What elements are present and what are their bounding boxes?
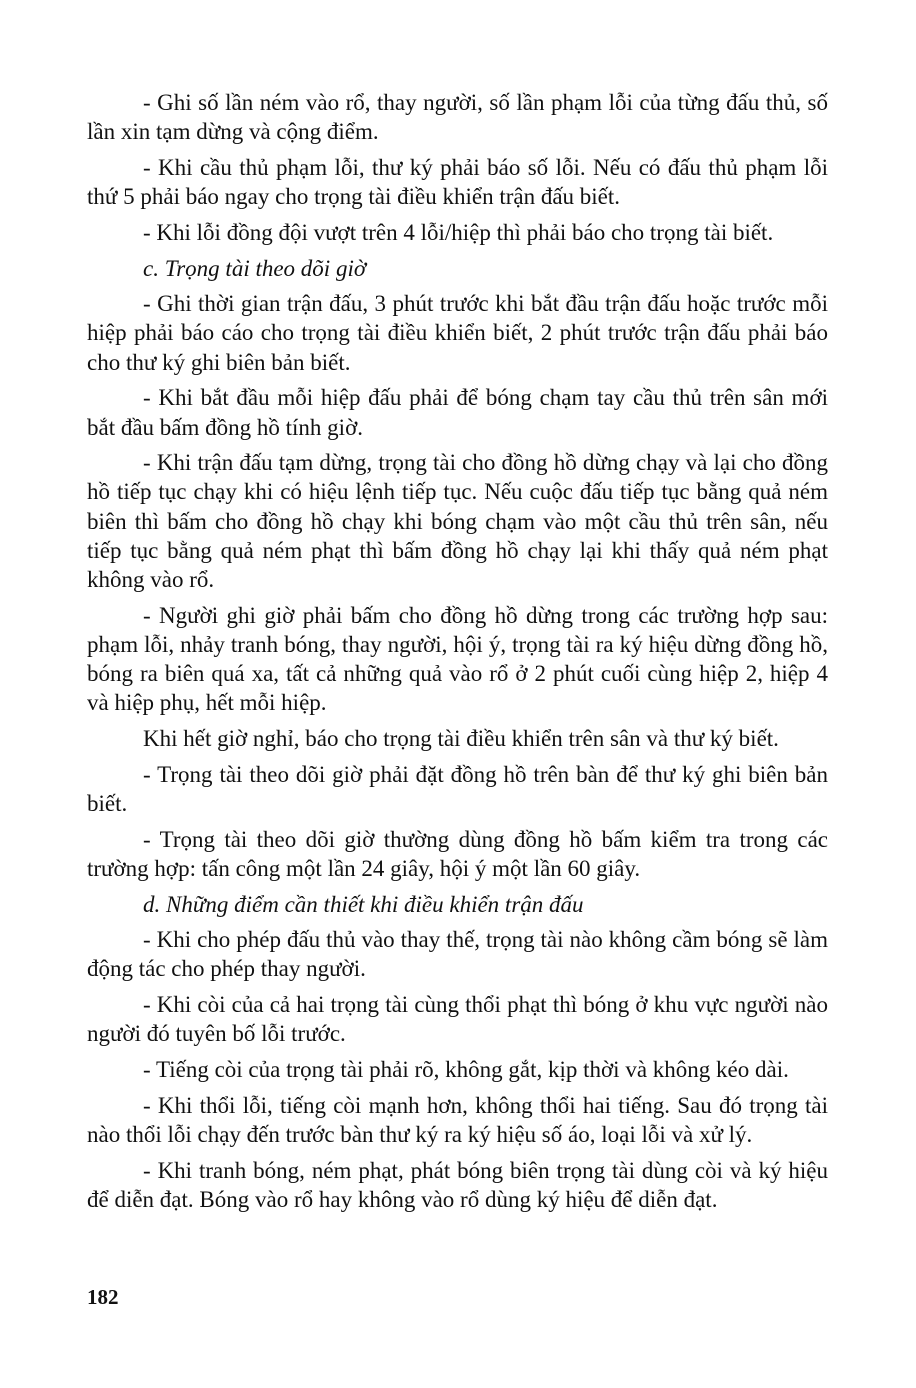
paragraph: - Tiếng còi của trọng tài phải rõ, không gắt, kịp thời và không kéo dài. — [143, 1057, 789, 1083]
paragraph: - Khi cầu thủ phạm lỗi, thư ký phải báo số lỗi. Nếu có đấu thủ phạm lỗi thứ 5 phải báo ngay cho trọng tài điều khiển trận đấu biết. — [87, 154, 828, 210]
paragraph: - Khi cho phép đấu thủ vào thay thế, trọng tài nào không cầm bóng sẽ làm động tác cho phép thay người. — [87, 927, 828, 982]
paragraph: - Ghi số lần ném vào rổ, thay người, số lần phạm lỗi của từng đấu thủ, số lần xin tạm dừng và cộng điểm. — [87, 90, 828, 145]
paragraph: - Khi lỗi đồng đội vượt trên 4 lỗi/hiệp thì phải báo cho trọng tài biết. — [143, 219, 774, 245]
paragraph: - Khi còi của cả hai trọng tài cùng thổi phạt thì bóng ở khu vực người nào người đó tuyên bố lỗi trước. — [87, 992, 828, 1047]
paragraph: - Ghi thời gian trận đấu, 3 phút trước khi bắt đầu trận đấu hoặc trước mỗi hiệp phải báo cáo cho trọng tài điều khiển biết, 2 phút trước trận đấu phải báo cho thư ký ghi biên bản biết. — [87, 291, 828, 375]
paragraph: - Trọng tài theo dõi giờ thường dùng đồng hồ bấm kiểm tra trong các trường hợp: tấn công một lần 24 giây, hội ý một lần 60 giây. — [87, 826, 828, 881]
paragraph: - Khi trận đấu tạm dừng, trọng tài cho đồng hồ dừng chạy và lại cho đồng hồ tiếp tục chạy khi có hiệu lệnh tiếp tục. Nếu cuộc đấu tiếp tục bằng quả ném biên thì bấm cho đồng hồ chạy khi bóng chạm vào một cầu thủ trên sân, nếu tiếp tục bằng quả ném phạt thì bấm đồng hồ chạy lại khi thấy quả ném phạt không vào rổ. — [87, 450, 828, 593]
paragraph: Khi hết giờ nghỉ, báo cho trọng tài điều khiển trên sân và thư ký biết. — [143, 726, 779, 752]
paragraph: - Người ghi giờ phải bấm cho đồng hồ dừng trong các trường hợp sau: phạm lỗi, nhảy tranh bóng, thay người, hội ý, trọng tài ra ký hiệu dừng đồng hồ, bóng ra biên quá xa, tất cả những quả vào rổ ở 2 phút cuối cùng hiệp 2, hiệp 4 và hiệp phụ, hết mỗi hiệp. — [87, 602, 828, 716]
page-body — [87, 88, 828, 1221]
section-heading-d: d. Những điểm cần thiết khi điều khiển trận đấu — [143, 891, 584, 917]
paragraph: - Khi bắt đầu mỗi hiệp đấu phải để bóng chạm tay cầu thủ trên sân mới bắt đầu bấm đồng hồ tính giờ. — [87, 385, 828, 440]
paragraph: - Khi tranh bóng, ném phạt, phát bóng biên trọng tài dùng còi và ký hiệu để diễn đạt. Bóng vào rổ hay không vào rổ dùng ký hiệu để diễn đạt. — [87, 1157, 828, 1212]
paragraph: - Khi thổi lỗi, tiếng còi mạnh hơn, không thổi hai tiếng. Sau đó trọng tài nào thổi lỗi chạy đến trước bàn thư ký ra ký hiệu số áo, loại lỗi và xử lý. — [87, 1092, 828, 1147]
paragraph: - Trọng tài theo dõi giờ phải đặt đồng hồ trên bàn để thư ký ghi biên bản biết. — [87, 761, 828, 816]
page-number: 182 — [87, 1285, 119, 1309]
section-heading-c: c. Trọng tài theo dõi giờ — [143, 255, 367, 281]
